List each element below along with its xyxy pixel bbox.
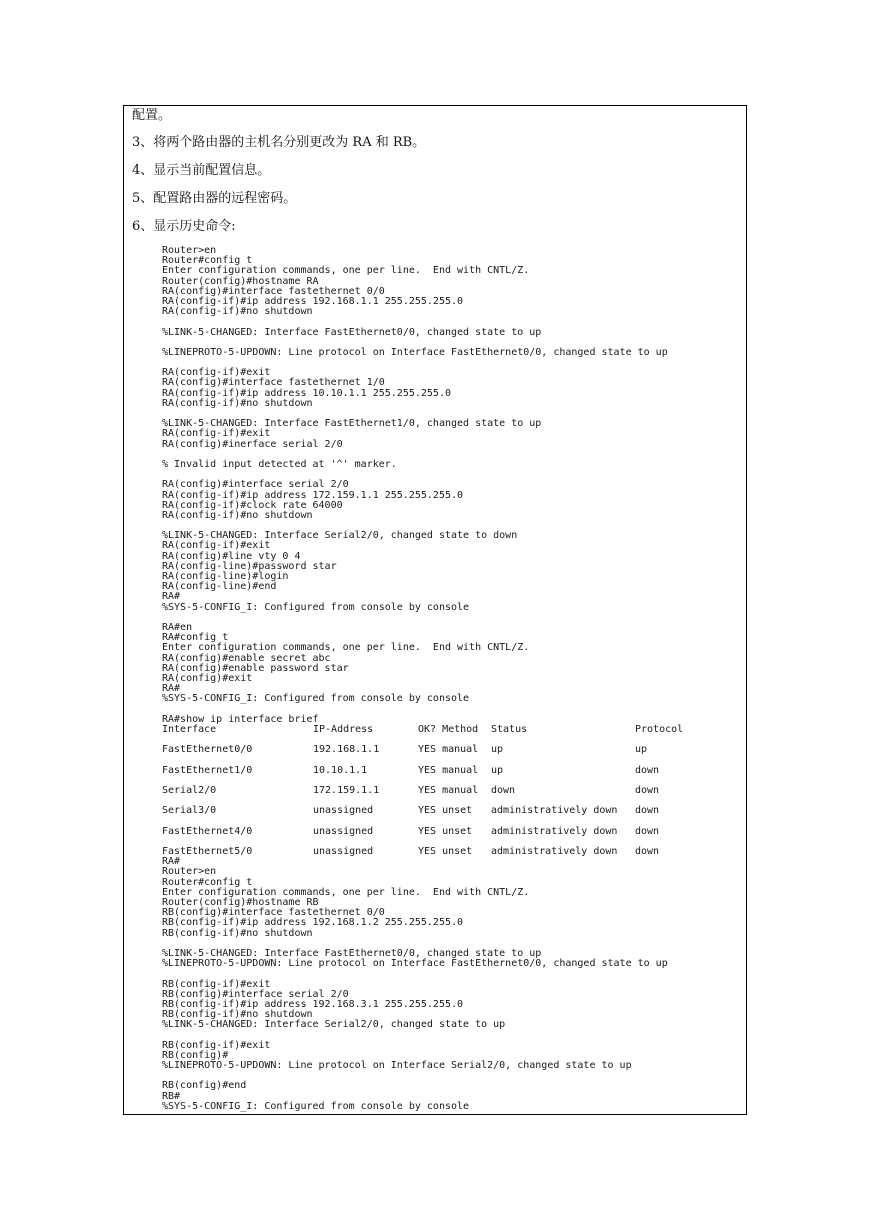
terminal-line: %LINK-5-CHANGED: Interface FastEthernet1/0, changed state to up: [162, 418, 542, 430]
terminal-line: RA(config-if)#ip address 172.159.1.1 255.255.255.0: [162, 489, 464, 501]
ra-link-msg: %LINK-5-CHANGED: Interface FastEthernet0/0, changed state to up: [162, 326, 542, 338]
terminal-line: Router>en: [162, 866, 217, 878]
terminal-line: %LINEPROTO-5-UPDOWN: Line protocol on Interface FastEthernet0/0, changed state to up: [162, 958, 668, 970]
heading-step-3: 3、将两个路由器的主机名分别更改为 RA 和 RB。: [132, 135, 426, 150]
ra-block-6: [162, 623, 742, 705]
terminal-line: RB(config)#interface fastethernet 0/0: [162, 907, 385, 919]
terminal-line: %LINK-5-CHANGED: Interface Serial2/0, changed state to down: [162, 530, 518, 542]
rb-block-5: [162, 1081, 742, 1112]
terminal-line: RA(config-if)#no shutdown: [162, 509, 313, 521]
table-header: Interface IP-Address OK? Method Status Protocol: [162, 723, 684, 735]
terminal-line: %LINEPROTO-5-UPDOWN: Line protocol on Interface Serial2/0, changed state to up: [162, 1060, 632, 1071]
table-row: Serial3/0 unassigned YES unset administratively down down: [162, 805, 660, 817]
table-row: Serial2/0 172.159.1.1 YES manual down down: [162, 784, 660, 796]
terminal-line: %SYS-5-CONFIG_I: Configured from console by console: [162, 693, 470, 705]
terminal-line: Router(config)#hostname RA: [162, 275, 319, 287]
ra-block-3: [162, 419, 742, 450]
terminal-line: Enter configuration commands, one per line. End with CNTL/Z.: [162, 642, 530, 654]
table-row: FastEthernet0/0 192.168.1.1 YES manual up up: [162, 744, 648, 756]
terminal-line: RA#: [162, 591, 181, 603]
terminal-line: RA(config)#interface serial 2/0: [162, 479, 349, 491]
ra-show-cmd: RA#show ip interface brief: [162, 713, 319, 725]
terminal-line: RA(config)#exit: [162, 672, 253, 684]
terminal-line: RB(config)#: [162, 1049, 229, 1061]
table-row: FastEthernet4/0 unassigned YES unset administratively down down: [162, 825, 660, 837]
terminal-line: RA(config-line)#end: [162, 581, 277, 593]
heading-step-6: 6、显示历史命令:: [132, 219, 236, 234]
terminal-line: RB(config)#interface serial 2/0: [162, 988, 349, 1000]
terminal-line: RA(config-line)#password star: [162, 560, 337, 572]
terminal-line: RA(config)#interface fastethernet 1/0: [162, 377, 385, 389]
terminal-line: %SYS-5-CONFIG_I: Configured from console by console: [162, 601, 470, 613]
ra-lineproto-msg: %LINEPROTO-5-UPDOWN: Line protocol on Interface FastEthernet0/0, changed state to up: [162, 346, 668, 358]
terminal-line: RA(config)#line vty 0 4: [162, 550, 301, 562]
rb-block-3: [162, 980, 742, 1031]
terminal-line: RA(config-if)#exit: [162, 367, 271, 379]
terminal-line: RB#: [162, 1090, 181, 1102]
table-row: FastEthernet5/0 unassigned YES unset administratively down down: [162, 846, 660, 858]
terminal-line: %SYS-5-CONFIG_I: Configured from console by console: [162, 1100, 470, 1112]
table-row: FastEthernet1/0 10.10.1.1 YES manual up down: [162, 764, 660, 776]
terminal-line: RA#: [162, 683, 181, 695]
terminal-line: RB(config-if)#no shutdown: [162, 1009, 313, 1021]
terminal-line: RB(config-if)#exit: [162, 978, 271, 990]
terminal-line: RB(config-if)#no shutdown: [162, 927, 313, 939]
rb-block-4: [162, 1041, 742, 1072]
terminal-line: RA(config-line)#login: [162, 571, 289, 582]
terminal-line: RB(config-if)#ip address 192.168.3.1 255.255.255.0: [162, 998, 464, 1010]
terminal-line: RB(config-if)#ip address 192.168.1.2 255.255.255.0: [162, 917, 464, 929]
terminal-line: Router>en: [162, 245, 217, 256]
terminal-line: RA(config-if)#ip address 10.10.1.1 255.255.255.0: [162, 387, 451, 399]
terminal-line: Enter configuration commands, one per line. End with CNTL/Z.: [162, 886, 530, 898]
terminal-line: RA(config-if)#no shutdown: [162, 306, 313, 318]
terminal-line: RA(config)#inerface serial 2/0: [162, 438, 343, 450]
ra-block-1: [162, 246, 742, 317]
ra-block-5: [162, 531, 742, 613]
terminal-line: Enter configuration commands, one per line. End with CNTL/Z.: [162, 265, 530, 277]
heading-step-5: 5、配置路由器的远程密码。: [132, 191, 297, 206]
interface-table: [162, 725, 742, 857]
terminal-output: [162, 246, 742, 1112]
terminal-line: RA(config-if)#ip address 192.168.1.1 255.255.255.0: [162, 295, 464, 307]
terminal-line: RA#: [162, 856, 181, 868]
rb-block-2: [162, 949, 742, 969]
terminal-line: RB(config-if)#exit: [162, 1039, 271, 1051]
terminal-line: RA(config-if)#exit: [162, 428, 271, 440]
terminal-line: RA(config)#interface fastethernet 0/0: [162, 285, 385, 297]
terminal-line: RA(config-if)#clock rate 64000: [162, 499, 343, 511]
heading-config-tail: 配置。: [132, 108, 172, 123]
terminal-line: RA#config t: [162, 632, 229, 644]
terminal-line: Router#config t: [162, 255, 253, 267]
terminal-line: RA#en: [162, 621, 193, 633]
terminal-line: %LINK-5-CHANGED: Interface FastEthernet0/0, changed state to up: [162, 947, 542, 959]
ra-block-2: [162, 368, 742, 409]
terminal-line: RA(config-if)#no shutdown: [162, 397, 313, 409]
terminal-line: Router#config t: [162, 876, 253, 888]
terminal-line: %LINK-5-CHANGED: Interface Serial2/0, changed state to up: [162, 1019, 506, 1031]
ra-block-4: [162, 480, 742, 521]
terminal-line: RA(config)#enable secret abc: [162, 652, 331, 664]
heading-step-4: 4、显示当前配置信息。: [132, 163, 271, 178]
terminal-line: RB(config)#end: [162, 1080, 247, 1092]
rb-block-1: [162, 857, 742, 939]
terminal-line: Router(config)#hostname RB: [162, 897, 319, 908]
terminal-line: RA(config)#enable password star: [162, 662, 349, 674]
ra-invalid-msg: % Invalid input detected at '^' marker.: [162, 458, 397, 470]
terminal-line: RA(config-if)#exit: [162, 540, 271, 552]
